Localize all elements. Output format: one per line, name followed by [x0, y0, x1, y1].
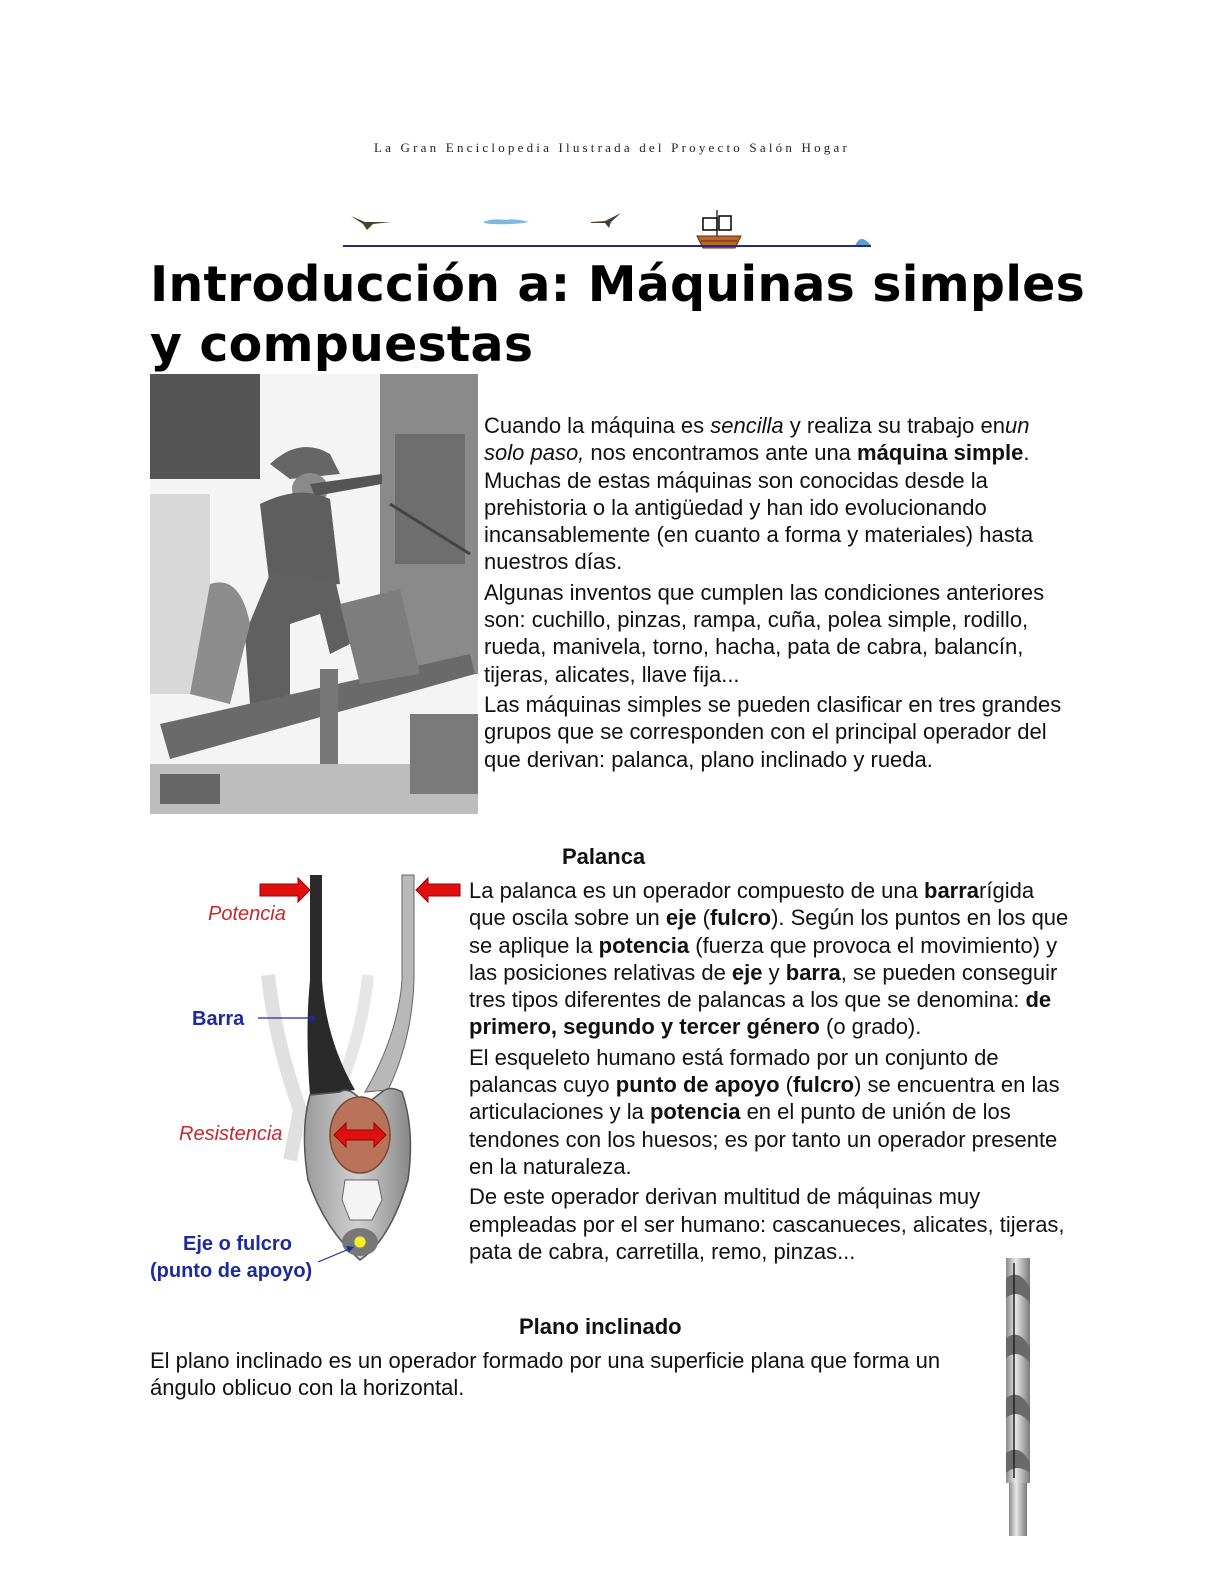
bold-run: fulcro: [709, 905, 772, 931]
bold-run: eje: [665, 905, 697, 931]
bird-icon: [591, 213, 621, 228]
bold-run: barra: [785, 959, 841, 985]
bold-run: potencia: [598, 932, 690, 958]
bold-run: fulcro: [792, 1072, 855, 1098]
intro-paragraph-1: [484, 412, 1064, 576]
ship-icon: [697, 210, 741, 248]
text-run: El esqueleto humano está formado por un conjunto de palancas cuyo: [469, 1044, 999, 1098]
bold-run: de primero, segundo y tercer género: [469, 987, 1052, 1040]
text-run: nos encontramos ante una: [584, 440, 858, 466]
text-run: (: [696, 905, 710, 931]
engraving-photo: [150, 374, 478, 814]
text-run: ). Según los puntos en los que se aplique la: [469, 905, 1069, 958]
bold-run: punto de apoyo: [615, 1072, 780, 1098]
text-run: y realiza su trabajo en: [783, 413, 1005, 438]
intro-paragraph-2: Algunas inventos que cumplen las condiciones anteriores son: cuchillo, pinzas, rampa, cuña, polea simple, rodillo, rueda, manivela, torno, hacha, pata de cabra, balancín, tijeras, alicates, llave fija...: [484, 579, 1045, 687]
decorative-banner: [343, 208, 871, 252]
plano-inclinado-text: [150, 1347, 990, 1405]
text-run: Cuando la máquina es: [484, 413, 711, 438]
label-barra: Barra: [192, 1008, 245, 1030]
section-heading-plano-inclinado: Plano inclinado: [519, 1314, 682, 1339]
drill-bit-icon: [1000, 1258, 1036, 1536]
banner-art: [343, 208, 871, 252]
intro-text: [484, 412, 1064, 776]
boy-with-lever-image: [150, 374, 478, 814]
label-resistencia: Resistencia: [179, 1123, 283, 1145]
section-heading-palanca: Palanca: [562, 844, 646, 869]
palanca-paragraph-1: [469, 877, 1069, 1041]
label-eje-fulcro: Eje o fulcro: [183, 1233, 292, 1255]
bird-icon: [351, 216, 391, 230]
italic-run: un solo paso,: [484, 413, 1030, 466]
plano-paragraph-1: El plano inclinado es un operador formado por una superficie plana que forma un ángulo oblicuo con la horizontal.: [150, 1348, 941, 1401]
bold-run: máquina simple: [857, 440, 1024, 466]
text-run: (: [779, 1072, 793, 1098]
intro-paragraph-3: Las máquinas simples se pueden clasificar en tres grandes grupos que se corresponden con el principal operador del que derivan: palanca, plano inclinado y rueda.: [484, 691, 1062, 772]
nutcracker-lever-diagram: [150, 870, 470, 1290]
text-run: y: [762, 959, 786, 985]
palanca-paragraph-2: [469, 1044, 1069, 1180]
text-run: rígida que oscila sobre un: [469, 878, 1035, 931]
drill-bit-image: [1000, 1258, 1036, 1536]
label-punto-apoyo: (punto de apoyo): [150, 1260, 313, 1282]
wave-icon: [855, 239, 871, 246]
palanca-text: [469, 877, 1069, 1268]
palanca-paragraph-3: De este operador derivan multitud de máquinas muy empleadas por el ser humano: cascanueces, alicates, tijeras, pata de cabra, carretilla, remo, pinzas...: [469, 1184, 1065, 1264]
text-run: ) se encuentra en las articulaciones y la: [469, 1072, 1060, 1125]
text-run: en el punto de unión de los tendones con los huesos; es por tanto un operador presente en la naturaleza.: [469, 1099, 1058, 1179]
italic-run: sencilla: [710, 413, 784, 438]
banner-line: [343, 245, 871, 247]
running-header: La Gran Enciclopedia Ilustrada del Proyecto Salón Hogar: [374, 140, 850, 155]
text-run: , se pueden conseguir tres tipos diferentes de palancas a los que se denomina:: [469, 959, 1058, 1013]
text-run: (fuerza que provoca el movimiento) y las posiciones relativas de: [469, 932, 1058, 985]
text-run: La palanca es un operador compuesto de una: [469, 878, 924, 903]
nutcracker-illustration: [150, 870, 470, 1290]
bold-run: potencia: [649, 1099, 741, 1125]
cloud-icon: [483, 219, 529, 224]
bold-run: eje: [731, 959, 763, 985]
label-potencia: Potencia: [208, 903, 286, 925]
text-run: (o grado).: [819, 1014, 922, 1040]
text-run: . Muchas de estas máquinas son conocidas desde la prehistoria o la antigüedad y han ido evolucionando incansablemente (en cuanto a forma y materiales) hasta nuestros días.: [484, 440, 1034, 575]
bold-run: barra: [924, 878, 980, 903]
page-title: Introducción a: Máquinas simples y compuestas: [150, 256, 1085, 373]
